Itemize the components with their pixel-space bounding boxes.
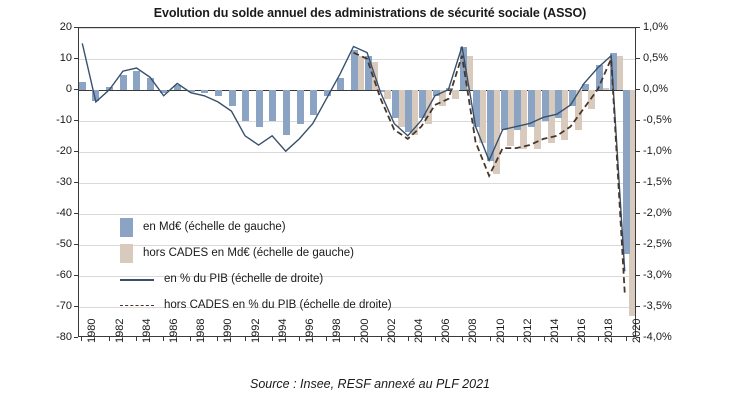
- y-axis-right-tick-label: -1,5%: [643, 176, 672, 188]
- x-axis-tickmark: [81, 337, 82, 341]
- y-axis-left-tickmark: [74, 337, 78, 338]
- y-axis-right-tick-label: -1,0%: [643, 145, 672, 157]
- legend-label: en % du PIB (échelle de droite): [164, 273, 324, 285]
- y-axis-right-tickmark: [636, 151, 640, 152]
- legend-solid-line-icon: [120, 273, 154, 285]
- y-axis-left-tickmark: [74, 275, 78, 276]
- y-axis-left-tick-label: -50: [56, 238, 72, 250]
- y-axis-left-tick-label: 10: [59, 52, 72, 64]
- legend-swatch-beige-icon: [120, 244, 133, 263]
- x-axis-tickmark: [626, 337, 627, 341]
- x-axis-tickmark: [109, 337, 110, 341]
- x-axis-tickmark: [462, 337, 463, 341]
- x-axis-tickmark: [598, 337, 599, 341]
- x-axis-tick-label: 2002: [385, 318, 398, 343]
- x-axis-tick-label: 1988: [195, 318, 208, 343]
- y-axis-right-tick-label: -0,5%: [643, 114, 672, 126]
- x-axis-tick-label: 1994: [276, 318, 289, 343]
- y-axis-left-tickmark: [74, 120, 78, 121]
- x-axis-tickmark: [354, 337, 355, 341]
- chart-legend: [120, 214, 392, 318]
- y-axis-left-tickmark: [74, 306, 78, 307]
- y-axis-left-tickmark: [74, 244, 78, 245]
- x-axis-tickmark: [136, 337, 137, 341]
- y-axis-left-tick-label: -40: [56, 207, 72, 219]
- y-axis-left-tick-label: -20: [56, 145, 72, 157]
- y-axis-right-tick-label: -3,0%: [643, 269, 672, 281]
- x-axis-tickmark: [326, 337, 327, 341]
- y-axis-right-tickmark: [636, 89, 640, 90]
- line-hors-cades-pib: [354, 53, 625, 293]
- y-axis-right-tickmark: [636, 120, 640, 121]
- y-axis-right-tickmark: [636, 213, 640, 214]
- y-axis-right-tick-label: 0,0%: [643, 83, 669, 95]
- x-axis-tick-label: 1998: [331, 318, 344, 343]
- y-axis-left-tickmark: [74, 58, 78, 59]
- y-axis-right-tick-label: 0,5%: [643, 52, 669, 64]
- x-axis-tick-label: 1986: [167, 318, 180, 343]
- legend-dashed-line-icon: [120, 299, 154, 311]
- x-axis-tick-label: 1980: [86, 318, 99, 343]
- y-axis-left-tick-label: -70: [56, 300, 72, 312]
- y-axis-left-tick-label: -80: [56, 331, 72, 343]
- x-axis-tickmark: [190, 337, 191, 341]
- x-axis-tick-label: 1990: [222, 318, 235, 343]
- y-axis-left-tick-label: 0: [65, 83, 72, 95]
- y-axis-left-tickmark: [74, 213, 78, 214]
- legend-item: [120, 240, 392, 266]
- legend-label: hors CADES en Md€ (échelle de gauche): [143, 247, 354, 259]
- y-axis-right-tickmark: [636, 306, 640, 307]
- legend-label: hors CADES en % du PIB (échelle de droite): [164, 299, 392, 311]
- legend-swatch-blue-icon: [120, 218, 133, 237]
- x-axis-tickmark: [217, 337, 218, 341]
- x-axis-tick-label: 2000: [358, 318, 371, 343]
- y-axis-right-tick-label: -4,0%: [643, 331, 672, 343]
- source-note: Source : Insee, RESF annexé au PLF 2021: [250, 377, 490, 391]
- x-axis-tick-label: 2010: [494, 318, 507, 343]
- y-axis-right-tickmark: [636, 27, 640, 28]
- y-axis-left-tick-label: -10: [56, 114, 72, 126]
- y-axis-right-tickmark: [636, 244, 640, 245]
- x-axis-tick-label: 2004: [412, 318, 425, 343]
- x-axis-tick-label: 2020: [630, 318, 643, 343]
- y-axis-right-tick-label: -3,5%: [643, 300, 672, 312]
- legend-item: [120, 266, 392, 292]
- y-axis-left-tick-label: 20: [59, 21, 72, 33]
- x-axis-tickmark: [490, 337, 491, 341]
- y-axis-right-tick-label: -2,0%: [643, 207, 672, 219]
- y-axis-left-tickmark: [74, 89, 78, 90]
- x-axis-tickmark: [299, 337, 300, 341]
- y-axis-left-tick-label: -60: [56, 269, 72, 281]
- x-axis-tick-label: 2012: [521, 318, 534, 343]
- x-axis-tick-label: 1984: [140, 318, 153, 343]
- y-axis-left-tickmark: [74, 151, 78, 152]
- x-axis-tickmark: [163, 337, 164, 341]
- x-axis-tick-label: 1992: [249, 318, 262, 343]
- y-axis-left-tickmark: [74, 27, 78, 28]
- x-axis-tick-label: 2014: [549, 318, 562, 343]
- x-axis-tickmark: [381, 337, 382, 341]
- x-axis-tickmark: [272, 337, 273, 341]
- x-axis-tick-label: 2006: [440, 318, 453, 343]
- x-axis-tick-label: 2008: [467, 318, 480, 343]
- x-axis-tickmark: [435, 337, 436, 341]
- x-axis-tickmark: [245, 337, 246, 341]
- chart-title: Evolution du solde annuel des administrations de sécurité sociale (ASSO): [153, 6, 587, 20]
- x-axis-tickmark: [517, 337, 518, 341]
- y-axis-right-tickmark: [636, 275, 640, 276]
- x-axis-tickmark: [571, 337, 572, 341]
- y-axis-right-tickmark: [636, 182, 640, 183]
- y-axis-right-tickmark: [636, 58, 640, 59]
- legend-label: en Md€ (échelle de gauche): [143, 221, 286, 233]
- x-axis-tickmark: [408, 337, 409, 341]
- y-axis-right-tick-label: -2,5%: [643, 238, 672, 250]
- x-axis-tickmark: [544, 337, 545, 341]
- x-axis-tick-label: 1982: [113, 318, 126, 343]
- x-axis-tick-label: 2018: [603, 318, 616, 343]
- legend-item: [120, 214, 392, 240]
- legend-item: [120, 292, 392, 318]
- y-axis-right-tick-label: 1,0%: [643, 21, 669, 33]
- x-axis-tick-label: 1996: [304, 318, 317, 343]
- y-axis-left-tick-label: -30: [56, 176, 72, 188]
- x-axis-tick-label: 2016: [576, 318, 589, 343]
- y-axis-left-tickmark: [74, 182, 78, 183]
